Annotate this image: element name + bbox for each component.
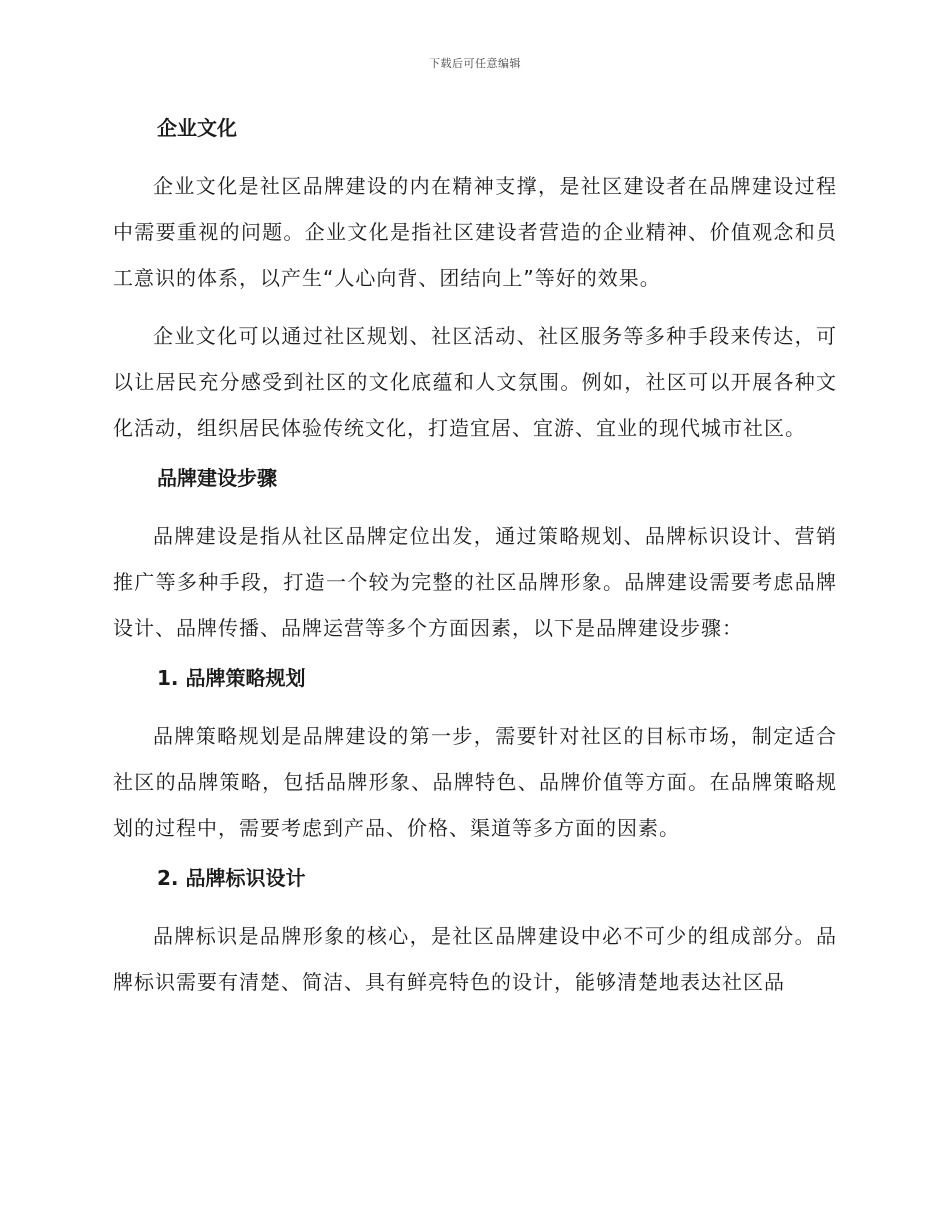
section-heading-corporate-culture: 企业文化	[157, 116, 237, 140]
section-heading-brand-identity: 2. 品牌标识设计	[157, 866, 306, 890]
section-heading-brand-steps: 品牌建设步骤	[157, 466, 277, 490]
paragraph: 企业文化可以通过社区规划、社区活动、社区服务等多种手段来传达，可以让居民充分感受到社区的文化底蕴和人文氛围。例如，社区可以开展各种文化活动，组织居民体验传统文化，打造宜居、宜游、宜业的现代城市社区。	[113, 324, 837, 440]
document-body	[113, 113, 837, 1017]
page-header-note: 下载后可任意编辑	[429, 57, 521, 70]
section-heading-brand-strategy: 1. 品牌策略规划	[157, 666, 306, 690]
paragraph: 品牌建设是指从社区品牌定位出发，通过策略规划、品牌标识设计、营销推广等多种手段，打造一个较为完整的社区品牌形象。品牌建设需要考虑品牌设计、品牌传播、品牌运营等多个方面因素，以下是品牌建设步骤：	[113, 524, 837, 640]
paragraph: 品牌策略规划是品牌建设的第一步，需要针对社区的目标市场，制定适合社区的品牌策略，包括品牌形象、品牌特色、品牌价值等方面。在品牌策略规划的过程中，需要考虑到产品、价格、渠道等多方面的因素。	[113, 724, 837, 840]
paragraph: 企业文化是社区品牌建设的内在精神支撑，是社区建设者在品牌建设过程中需要重视的问题。企业文化是指社区建设者营造的企业精神、价值观念和员工意识的体系，以产生“人心向背、团结向上”等好的效果。	[113, 174, 837, 290]
paragraph: 品牌标识是品牌形象的核心，是社区品牌建设中必不可少的组成部分。品牌标识需要有清楚、简洁、具有鲜亮特色的设计，能够清楚地表达社区品	[113, 924, 837, 994]
